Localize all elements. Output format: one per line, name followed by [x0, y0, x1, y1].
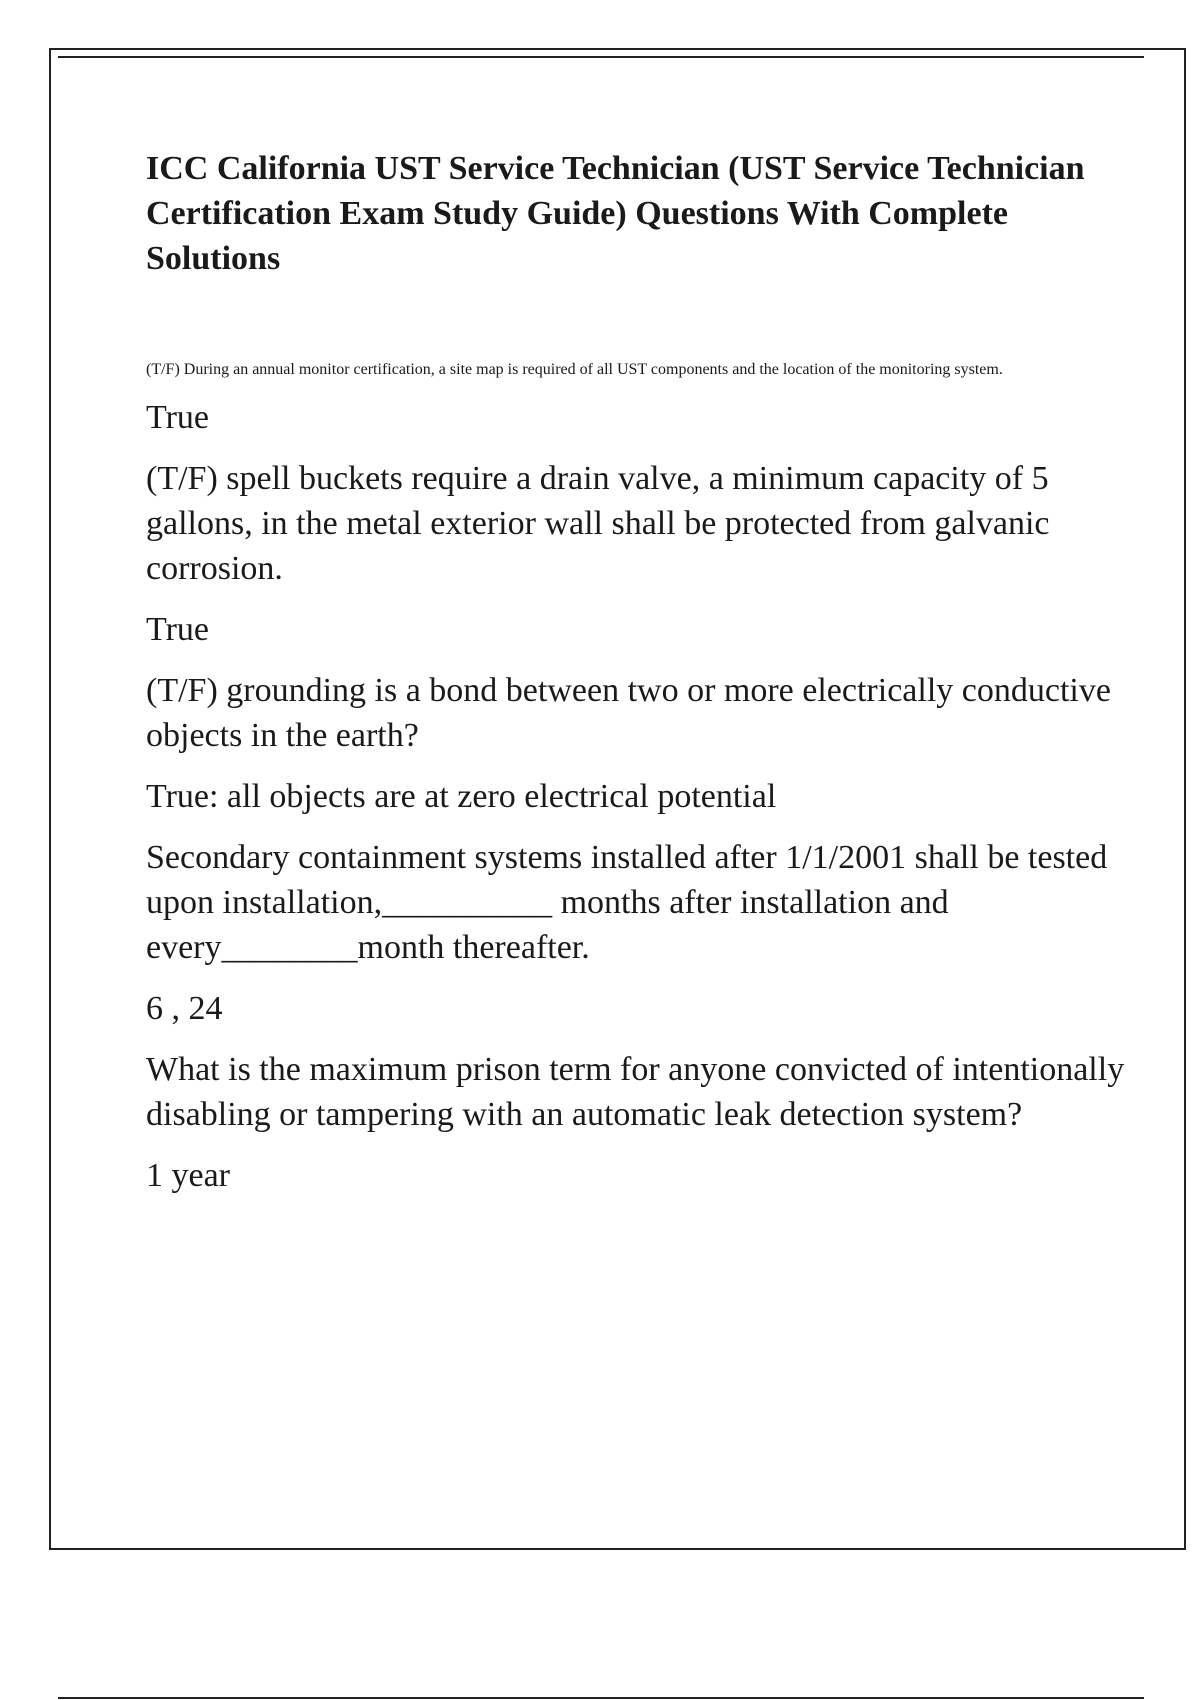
top-divider	[58, 56, 1144, 58]
answer-3: True: all objects are at zero electrical potential	[146, 778, 777, 815]
document-content	[146, 146, 1126, 1214]
question-3: (T/F) grounding is a bond between two or more electrically conductive objects in the earth?	[146, 672, 1111, 754]
answer-2: True	[146, 611, 209, 648]
question-4: Secondary containment systems installed after 1/1/2001 shall be tested upon installation,__________ months after installation and every________month thereafter.	[146, 839, 1108, 966]
question-5: What is the maximum prison term for anyone convicted of intentionally disabling or tampering with an automatic leak detection system?	[146, 1051, 1125, 1133]
answer-4: 6 , 24	[146, 990, 223, 1027]
document-title: ICC California UST Service Technician (UST Service Technician Certification Exam Study Guide) Questions With Complete Solutions	[146, 150, 1085, 277]
question-2: (T/F) spell buckets require a drain valve, a minimum capacity of 5 gallons, in the metal exterior wall shall be protected from galvanic corrosion.	[146, 460, 1050, 587]
question-1: (T/F) During an annual monitor certification, a site map is required of all UST components and the location of the monitoring system.	[146, 361, 1003, 378]
answer-5: 1 year	[146, 1157, 231, 1194]
answer-1: True	[146, 399, 209, 436]
bottom-divider	[58, 1697, 1144, 1699]
